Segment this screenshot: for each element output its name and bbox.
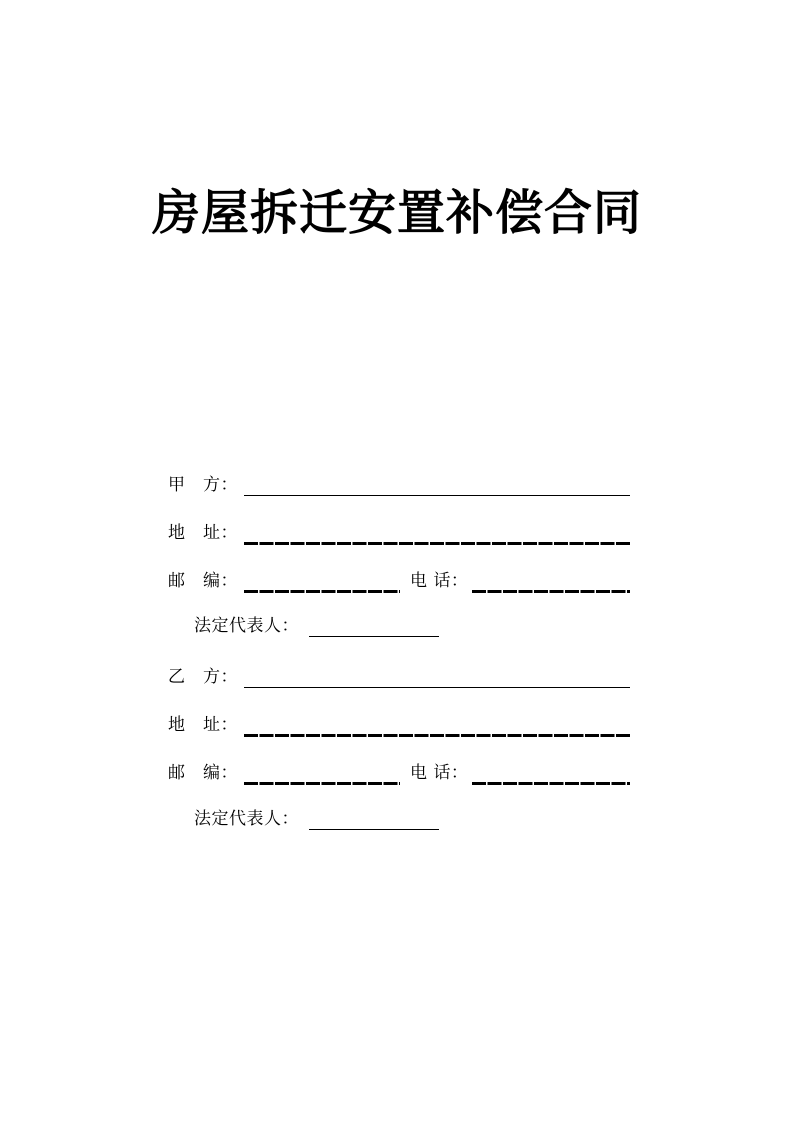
party-a-address-label: 地 址： bbox=[168, 523, 238, 543]
party-b-name-field[interactable] bbox=[244, 668, 630, 688]
party-b-name-row bbox=[168, 665, 630, 689]
party-b-address-label: 地 址： bbox=[168, 715, 238, 735]
party-a-legal-rep-label: 法定代表人： bbox=[194, 616, 299, 636]
document-title: 房屋拆迁安置补偿合同 bbox=[151, 185, 642, 241]
party-a-address-row bbox=[168, 521, 630, 545]
party-b-name-label: 乙 方： bbox=[168, 667, 238, 687]
party-b-legal-rep-field[interactable] bbox=[309, 810, 439, 830]
party-b-legal-rep-row bbox=[194, 807, 494, 831]
party-b-phone-label: 电 话： bbox=[410, 763, 469, 783]
party-a-postal-phone-row bbox=[168, 569, 630, 593]
party-a-address-field[interactable] bbox=[244, 525, 630, 545]
party-a-phone-label: 电 话： bbox=[410, 571, 469, 591]
party-a-name-row bbox=[168, 473, 630, 497]
party-b-postal-phone-row bbox=[168, 761, 630, 785]
party-b-address-field[interactable] bbox=[244, 717, 630, 737]
party-a-name-field[interactable] bbox=[244, 476, 630, 496]
party-b-legal-rep-label: 法定代表人： bbox=[194, 809, 299, 829]
party-b-phone-field[interactable] bbox=[472, 765, 630, 785]
party-a-legal-rep-row bbox=[194, 614, 494, 638]
party-b-postal-field[interactable] bbox=[244, 765, 400, 785]
party-a-postal-field[interactable] bbox=[244, 573, 400, 593]
party-a-name-label: 甲 方： bbox=[168, 475, 238, 495]
party-a-phone-field[interactable] bbox=[472, 573, 630, 593]
party-b-postal-label: 邮 编： bbox=[168, 763, 238, 783]
party-a-legal-rep-field[interactable] bbox=[309, 617, 439, 637]
party-b-address-row bbox=[168, 713, 630, 737]
party-a-postal-label: 邮 编： bbox=[168, 571, 238, 591]
